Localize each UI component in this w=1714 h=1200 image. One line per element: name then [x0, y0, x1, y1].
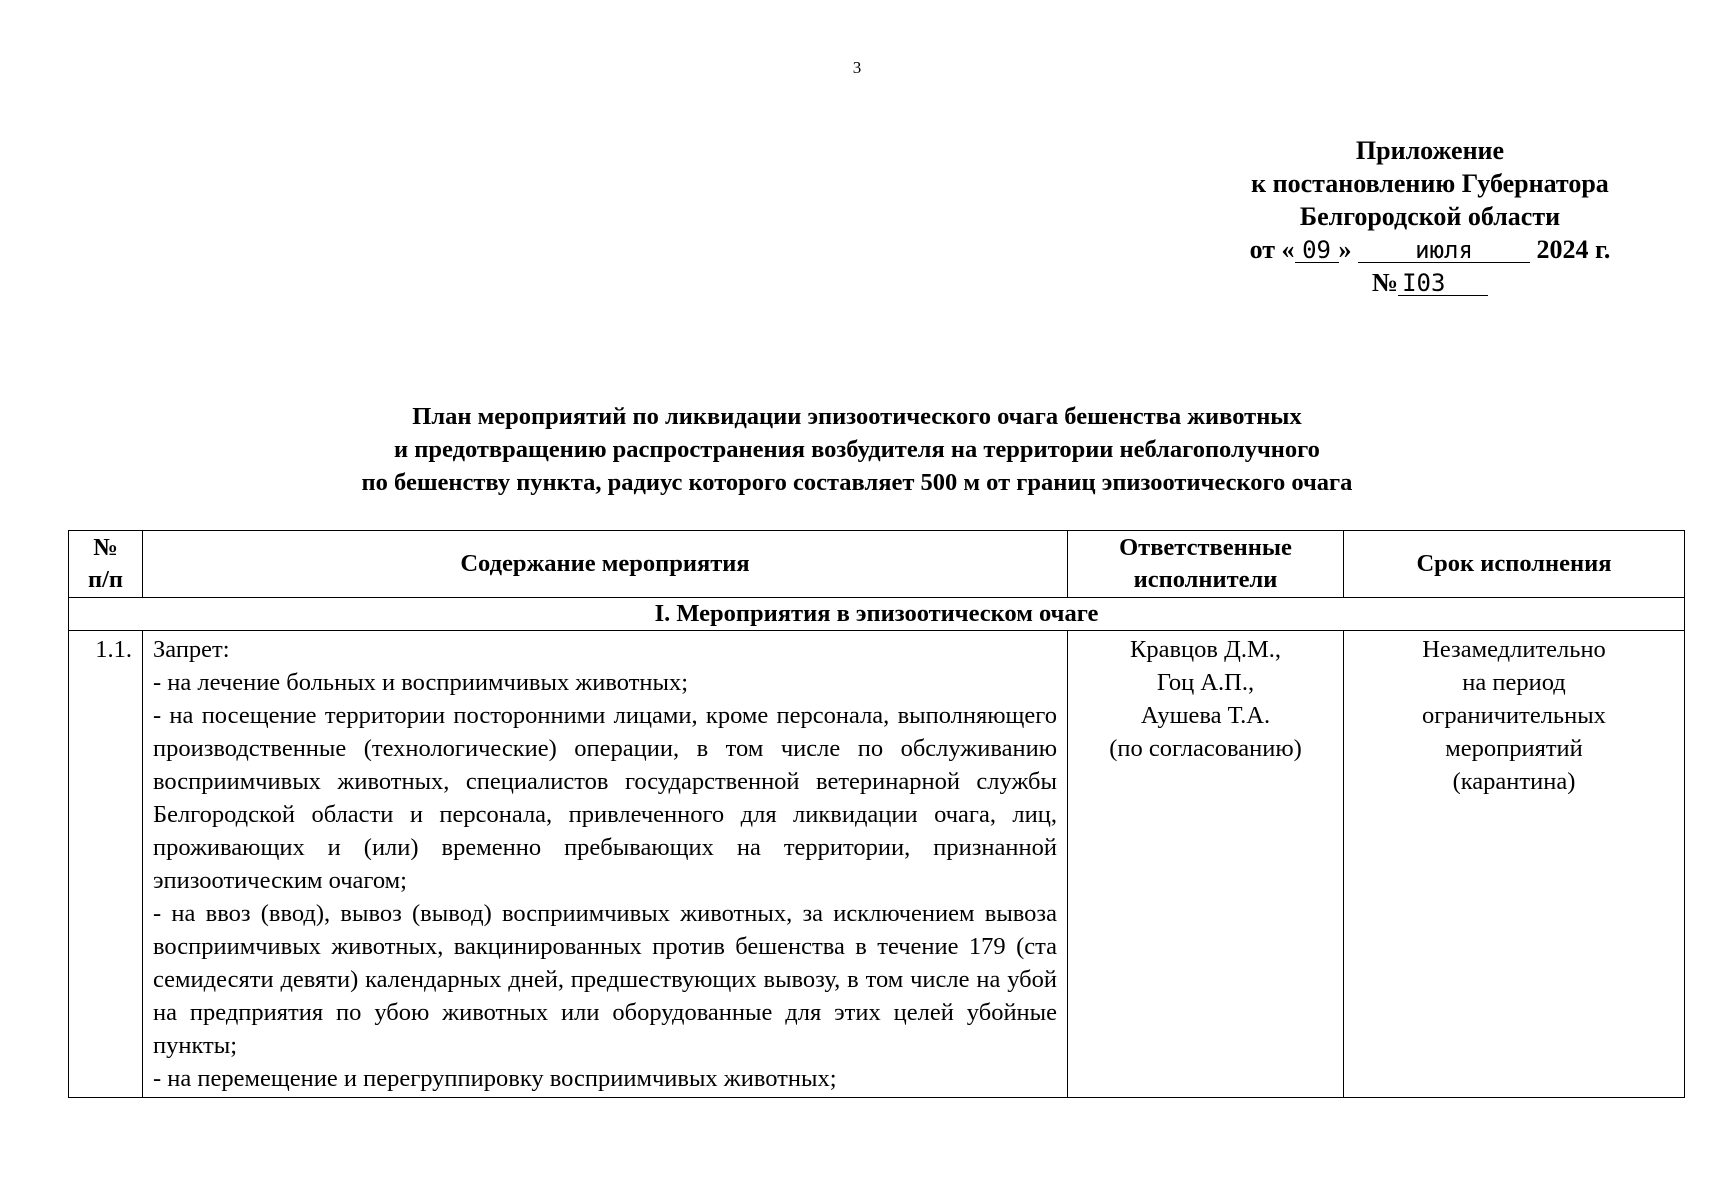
appendix-title: Приложение — [1355, 136, 1505, 165]
responsible-line: (по согласованию) — [1109, 735, 1302, 762]
content-paragraph: - на ввоз (ввод), вывоз (вывод) восприимчивых животных, за исключением вывоза восприимчивых животных, вакцинированных против бешенства в течение 179 (ста семидесяти девяти) календарных дней, предшествующих вывозу, в том числе на убой на предприятия по убою животных или оборудованные для этих целей убойные пункты; — [153, 900, 1057, 1059]
appendix-header — [1180, 134, 1680, 299]
date-year: 2024 г. — [1536, 235, 1611, 264]
content-paragraph: - на посещение территории посторонними лицами, кроме персонала, выполняющего производственные (технологические) операции, в том числе по обслуживанию восприимчивых животных, специалистов государственной ветеринарной службы Белгородской области и персонала, привлеченного для ликвидации очага, лиц, проживающих и (или) временно пребывающих на территории, признанной эпизоотическим очагом; — [153, 702, 1057, 894]
appendix-number — [1180, 266, 1680, 299]
header-num — [69, 531, 143, 598]
header-responsible-line2: исполнители — [1133, 566, 1278, 593]
responsible-line: Гоц А.П., — [1156, 669, 1255, 696]
section-row — [69, 598, 1685, 631]
deadline-line: Незамедлительно — [1422, 636, 1606, 663]
date-prefix: от « — [1249, 235, 1295, 264]
header-responsible — [1068, 531, 1344, 598]
section-title: I. Мероприятия в эпизоотическом очаге — [69, 598, 1685, 631]
title-line: План мероприятий по ликвидации эпизоотического очага бешенства животных — [412, 403, 1302, 430]
header-responsible-line1: Ответственные — [1119, 534, 1292, 561]
table-header-row — [69, 531, 1685, 598]
row-responsible — [1068, 631, 1344, 1098]
number-prefix: № — [1371, 268, 1399, 297]
appendix-date — [1180, 233, 1680, 266]
date-mid: » — [1338, 235, 1352, 264]
document-title — [0, 400, 1714, 499]
title-line: по бешенству пункта, радиус которого составляет 500 м от границ эпизоотического очага — [361, 469, 1353, 496]
row-number: 1.1. — [69, 631, 143, 1098]
deadline-line: ограничительных — [1422, 702, 1606, 729]
header-num-line2: п/п — [87, 566, 124, 593]
responsible-line: Кравцов Д.М., — [1130, 636, 1281, 663]
content-paragraph: Запрет: — [153, 636, 230, 663]
row-content — [143, 631, 1068, 1098]
content-paragraph: - на перемещение и перегруппировку восприимчивых животных; — [153, 1065, 837, 1092]
table-row — [69, 631, 1685, 1098]
content-paragraph: - на лечение больных и восприимчивых животных; — [153, 669, 689, 696]
appendix-region: Белгородской области — [1299, 202, 1561, 231]
header-content: Содержание мероприятия — [143, 531, 1068, 598]
deadline-line: на период — [1462, 669, 1566, 696]
date-day: 09 — [1295, 238, 1339, 263]
title-line: и предотвращению распространения возбудителя на территории неблагополучного — [394, 436, 1320, 463]
page-number: 3 — [852, 58, 862, 77]
appendix-decree: к постановлению Губернатора — [1251, 169, 1609, 198]
date-month: июля — [1358, 238, 1530, 263]
header-num-line1: № — [93, 534, 118, 561]
deadline-line: мероприятий — [1445, 735, 1583, 762]
header-deadline: Срок исполнения — [1344, 531, 1685, 598]
number-value: I03 — [1398, 271, 1488, 296]
row-deadline — [1344, 631, 1685, 1098]
plan-table — [68, 530, 1685, 1098]
deadline-line: (карантина) — [1452, 768, 1576, 795]
responsible-line: Аушева Т.А. — [1140, 702, 1271, 729]
